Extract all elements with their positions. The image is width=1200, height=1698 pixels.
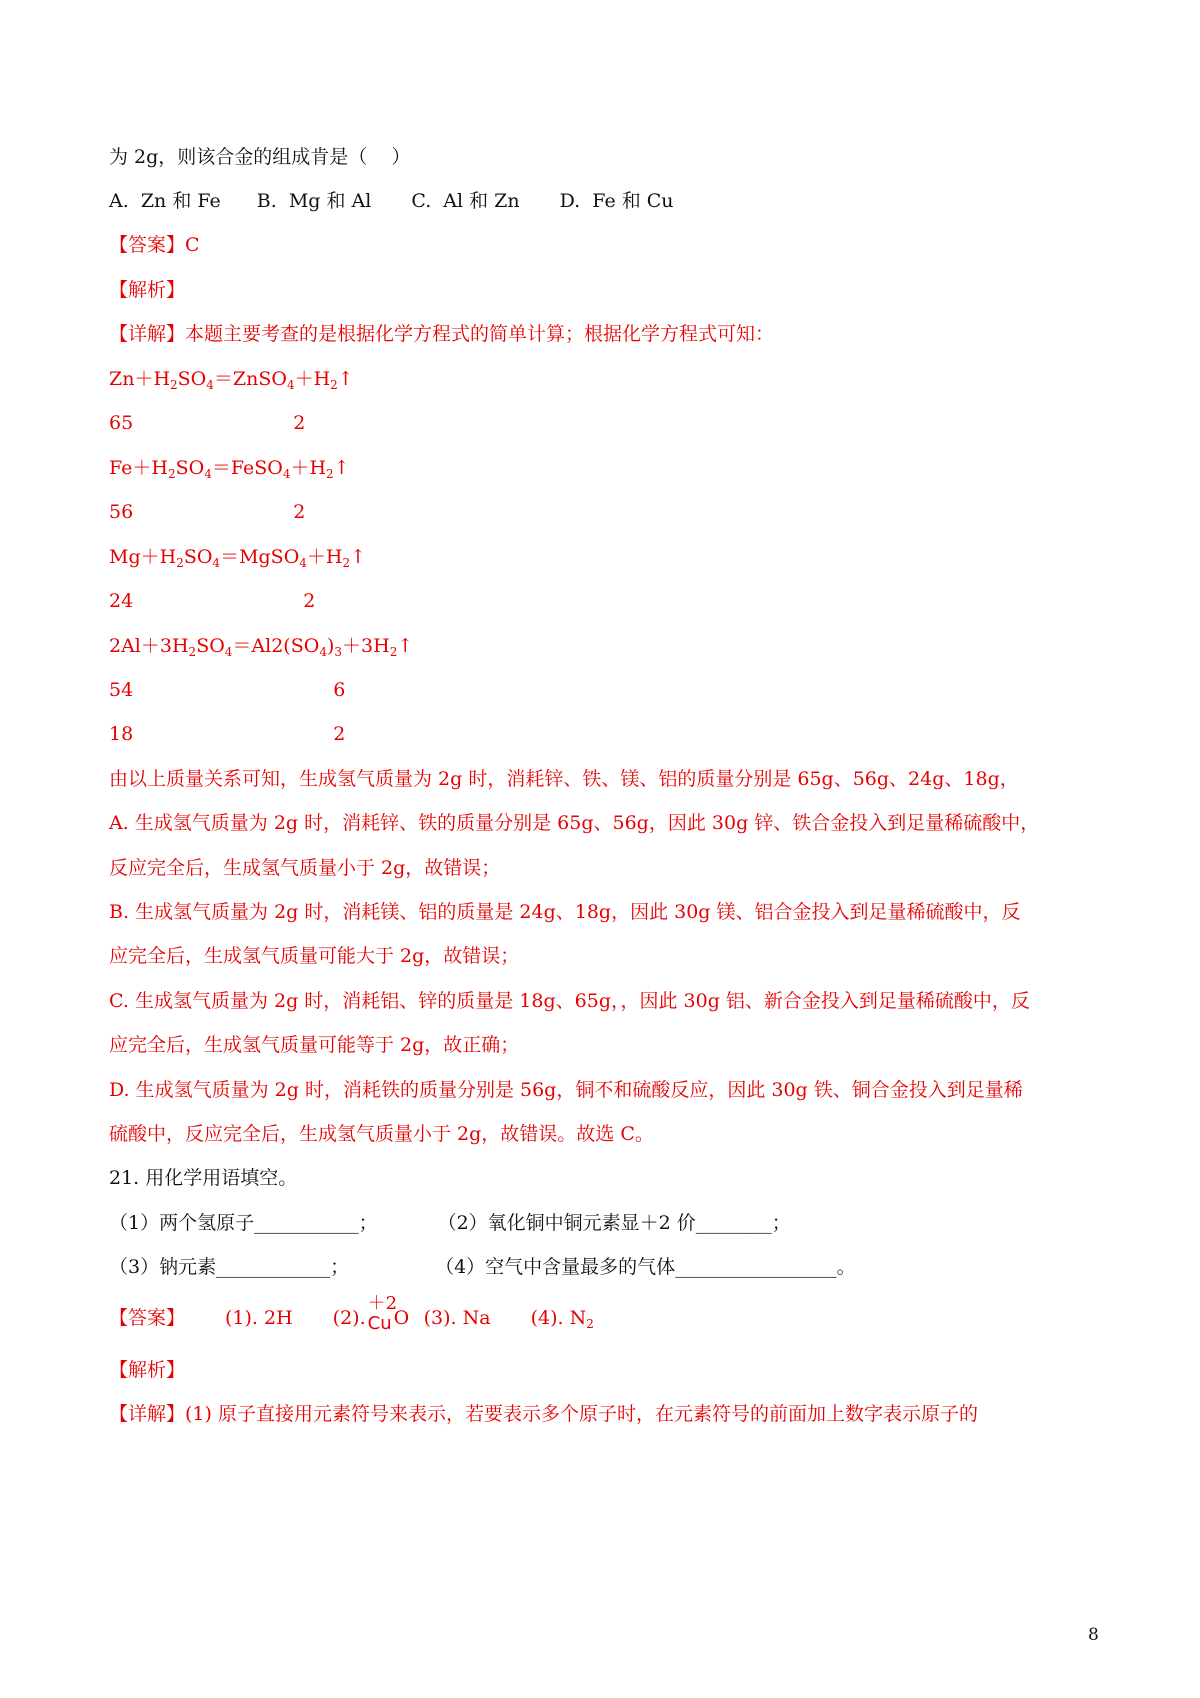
q21-detail: [109, 1401, 978, 1427]
q20-analysis-tag: 【解析】: [109, 279, 186, 301]
option-a: A. Zn 和 Fe: [109, 190, 221, 212]
q20-answer: [109, 232, 200, 258]
masses-al-reduced: 18 2: [109, 723, 346, 745]
option-c-analysis-1: C. 生成氢气质量为 2g 时，消耗铝、锌的质量是 18g、65g，，因此 30g 铝、新合金投入到足量稀硫酸中，反: [109, 990, 1030, 1012]
detail-tag: 【详解】: [109, 1403, 186, 1425]
q21-parts-row2: [109, 1254, 856, 1280]
q21-part4: （4）空气中含量最多的气体_________________。: [435, 1256, 856, 1278]
answer-tag: 【答案】: [109, 234, 186, 256]
answer-tag: 【答案】: [109, 1307, 186, 1329]
q21-answer: [109, 1293, 594, 1334]
equation-mg: $Mg+H_2SO_4=MgSO_4+H_2↑$: [109, 546, 367, 570]
detail-text: (1) 原子直接用元素符号来表示，若要表示多个原子时，在元素符号的前面加上数字表示原子的: [185, 1403, 978, 1425]
option-b-analysis-1: B. 生成氢气质量为 2g 时，消耗镁、铝的质量是 24g、18g，因此 30g 镁、铝合金投入到足量稀硫酸中，反: [109, 901, 1021, 923]
answer-1: (1). 2H: [225, 1307, 293, 1329]
equation-al: $2Al+3H_2SO_4=Al2(SO_4)_3+3H_2↑$: [109, 635, 414, 659]
equation-fe: $Fe+H_2SO_4=FeSO_4+H_2↑$: [109, 457, 350, 481]
question-tail: 为 2g，则该合金的组成肯是（ ）: [109, 146, 411, 168]
q21-analysis-tag: 【解析】: [109, 1359, 186, 1381]
masses-zn: 65 2: [109, 412, 306, 434]
q21-part3: （3）钠元素____________；: [109, 1256, 350, 1278]
answer-4: (4). $N_2$: [530, 1307, 594, 1331]
answer-value: C: [185, 234, 200, 256]
q21-parts-row1: [109, 1210, 791, 1236]
option-b-analysis-2: 应完全后，生成氢气质量可能大于 2g，故错误；: [109, 945, 520, 967]
detail-tag: 【详解】: [109, 323, 186, 345]
masses-fe: 56 2: [109, 501, 306, 523]
q21-part2: （2）氧化铜中铜元素显＋2 价________；: [437, 1212, 791, 1234]
answer-2-prefix: (2).: [332, 1307, 366, 1329]
masses-al: 54 6: [109, 679, 346, 701]
option-c-analysis-2: 应完全后，生成氢气质量可能等于 2g，故正确；: [109, 1034, 520, 1056]
q21-title: 21. 用化学用语填空。: [109, 1167, 298, 1189]
equation-zn: $Zn+H_2SO_4=ZnSO_4+H_2↑$: [109, 368, 354, 392]
copper-valence-notation: ＋2 Cu O: [367, 1293, 410, 1334]
option-a-analysis-1: A. 生成氢气质量为 2g 时，消耗锌、铁的质量分别是 65g、56g，因此 30g 锌、铁合金投入到足量稀硫酸中，: [109, 812, 1040, 834]
masses-mg: 24 2: [109, 590, 316, 612]
page-number: 8: [1088, 1625, 1099, 1645]
summary-line: 由以上质量关系可知，生成氢气质量为 2g 时，消耗锌、铁、镁、铝的质量分别是 65g、56g、24g、18g，: [109, 768, 1019, 790]
option-d: D. Fe 和 Cu: [559, 190, 674, 212]
answer-3: (3). Na: [423, 1307, 491, 1329]
option-d-analysis-2: 硫酸中，反应完全后，生成氢气质量小于 2g，故错误。故选 C。: [109, 1123, 654, 1145]
option-b: B. Mg 和 Al: [256, 190, 372, 212]
option-d-analysis-1: D. 生成氢气质量为 2g 时，消耗铁的质量分别是 56g，铜不和硫酸反应，因此 30g 铁、铜合金投入到足量稀: [109, 1079, 1023, 1101]
q20-detail: [109, 321, 774, 347]
detail-text: 本题主要考查的是根据化学方程式的简单计算；根据化学方程式可知：: [185, 323, 775, 345]
option-c: C. Al 和 Zn: [411, 190, 520, 212]
q21-part1: （1）两个氢原子___________；: [109, 1212, 378, 1234]
options-line: [109, 188, 674, 214]
option-a-analysis-2: 反应完全后，生成氢气质量小于 2g，故错误；: [109, 857, 501, 879]
